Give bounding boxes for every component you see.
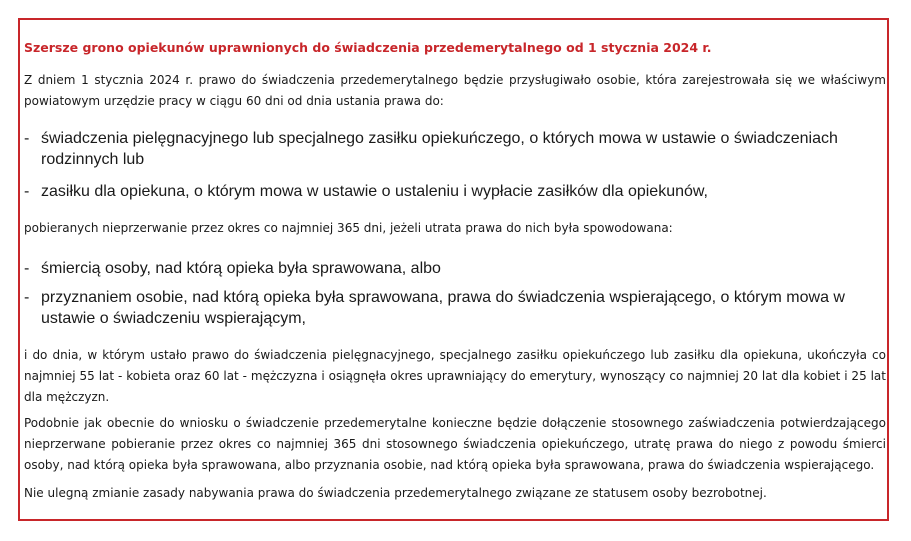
- cause-item-2: [24, 287, 864, 329]
- bullet-dash: -: [24, 130, 30, 147]
- intro-paragraph: Z dniem 1 stycznia 2024 r. prawo do świadczenia przedemerytalnego będzie przysługiwało osobie, która zarejestrowała się we właściwym powiatowym urzędzie pracy w ciągu 60 dni od dnia ustania prawa do:: [24, 73, 886, 108]
- benefit-item-text: zasiłku dla opiekuna, o którym mowa w ustawie o ustaleniu i wypłacie zasiłków dla opiekunów,: [41, 183, 708, 200]
- notice-title: Szersze grono opiekunów uprawnionych do świadczenia przedemerytalnego od 1 stycznia 2024 r.: [24, 40, 712, 55]
- bullet-dash: -: [24, 289, 30, 306]
- bullet-dash: -: [24, 183, 30, 200]
- bullet-dash: -: [24, 260, 30, 277]
- condition-paragraph: pobieranych nieprzerwanie przez okres co najmniej 365 dni, jeżeli utrata prawa do nich była spowodowana:: [24, 221, 673, 235]
- cause-item-text: przyznaniem osobie, nad którą opieka była sprawowana, prawa do świadczenia wspierającego, o którym mowa w ustawie o świadczeniu wspierającym,: [41, 289, 845, 327]
- benefit-item-text: świadczenia pielęgnacyjnego lub specjalnego zasiłku opiekuńczego, o których mowa w ustawie o świadczeniach rodzinnych lub: [41, 130, 838, 168]
- cause-item-text: śmiercią osoby, nad którą opieka była sprawowana, albo: [41, 260, 441, 277]
- benefit-item-2: [24, 181, 864, 202]
- age-requirement-paragraph: i do dnia, w którym ustało prawo do świadczenia pielęgnacyjnego, specjalnego zasiłku opiekuńczego lub zasiłku dla opiekuna, ukończyła co najmniej 55 lat - kobieta oraz 60 lat - mężczyzna i osiągnęła okres uprawniający do emerytury, wynoszący co najmniej 20 lat dla kobiet i 25 lat dla mężczyzn.: [24, 348, 886, 404]
- closing-paragraph: Nie ulegną zmianie zasady nabywania prawa do świadczenia przedemerytalnego związane ze statusem osoby bezrobotnej.: [24, 486, 767, 500]
- documents-paragraph: Podobnie jak obecnie do wniosku o świadczenie przedemerytalne konieczne będzie dołączenie stosownego zaświadczenia potwierdzającego nieprzerwane pobieranie przez okres co najmniej 365 dni stosownego świadczenia opiekuńczego, utratę prawa do niego z powodu śmierci osoby, nad którą opieka była sprawowana, albo przyznania osobie, nad którą opieka była sprawowana, prawa do świadczenia wspierającego.: [24, 416, 886, 472]
- benefit-item-1: [24, 128, 864, 170]
- cause-item-1: [24, 258, 864, 279]
